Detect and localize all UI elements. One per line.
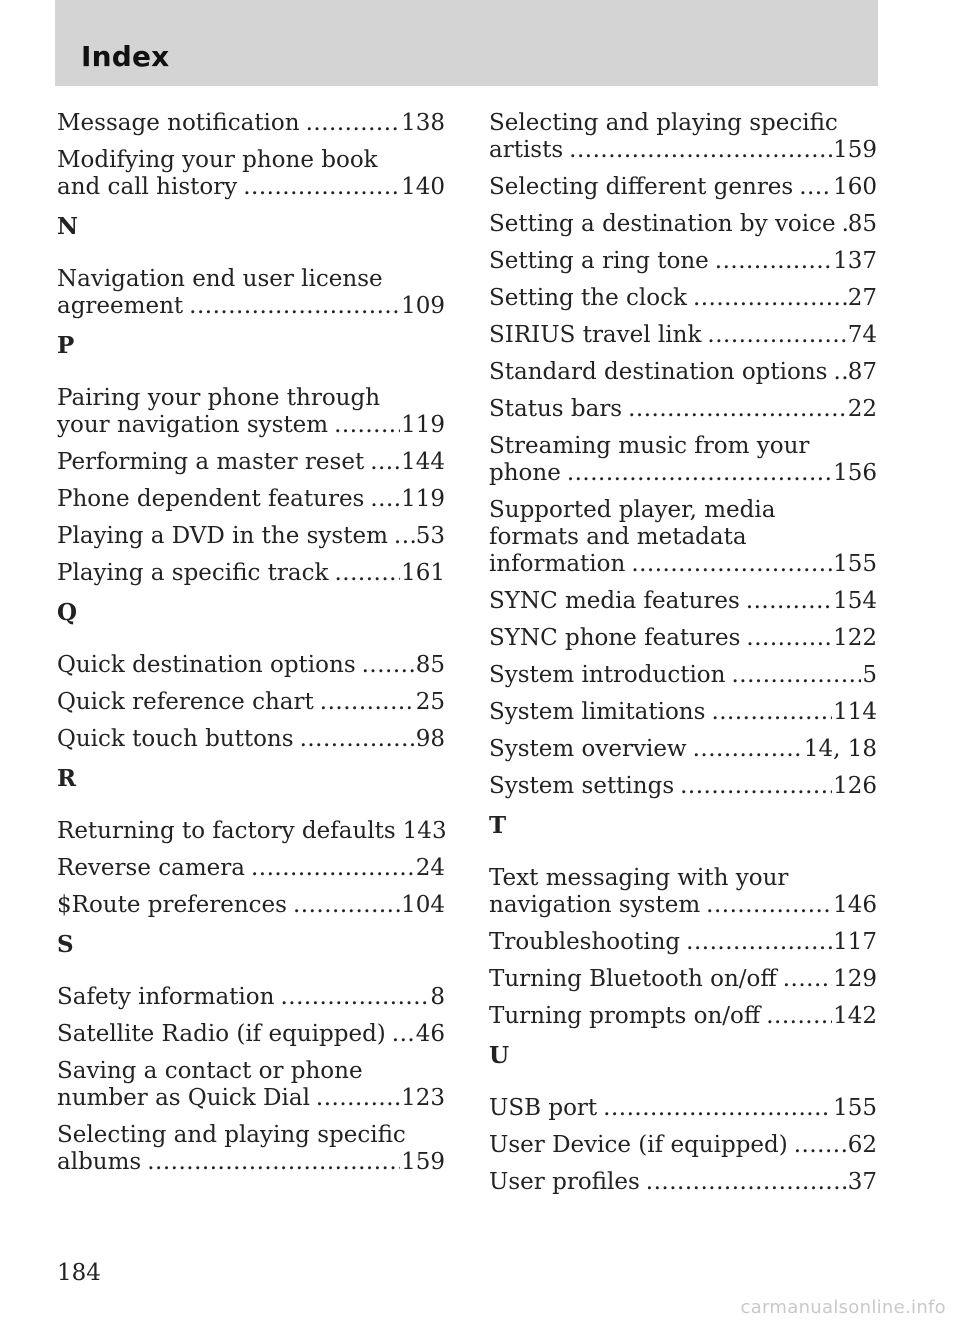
index-entry-page: 129: [833, 966, 877, 992]
index-entry-row: [489, 174, 877, 201]
dot-leader: [783, 966, 832, 993]
index-entry-text: Selecting and playing specific: [489, 110, 838, 136]
dot-leader: [603, 1095, 832, 1122]
index-entry-text: Standard destination options: [489, 359, 828, 385]
index-entry-page: 143: [402, 818, 447, 844]
index-entry-page: 27: [847, 285, 877, 311]
index-entry: [489, 773, 877, 800]
index-entry-text: Setting a ring tone: [489, 248, 709, 274]
index-entry-page: 156: [833, 460, 877, 486]
index-entry: [57, 385, 445, 439]
index-entry-text: Streaming music from your: [489, 433, 810, 459]
index-entry: [489, 1095, 877, 1122]
index-entry-text: Phone dependent features: [57, 486, 365, 512]
index-entry: [489, 174, 877, 201]
index-section-letter: U: [489, 1042, 510, 1069]
index-entry-text: artists: [489, 137, 564, 163]
index-entry-text: Selecting different genres: [489, 174, 794, 200]
dot-leader: [715, 248, 832, 275]
index-entry-row: [57, 1149, 445, 1176]
dot-leader: [746, 625, 832, 652]
dot-leader: [280, 984, 429, 1011]
index-section-letter: P: [57, 332, 75, 359]
index-entry-page: 159: [401, 1149, 445, 1175]
index-entry-text: Quick touch buttons: [57, 726, 294, 752]
index-entry-row: [57, 689, 445, 716]
header-bar: [55, 0, 878, 86]
index-entry-row: [57, 1021, 445, 1048]
index-entry-text: Setting a destination by voice: [489, 211, 836, 237]
index-entry-text: navigation system: [489, 892, 701, 918]
index-entry: [489, 929, 877, 956]
index-entry-page: 85: [847, 211, 877, 237]
index-entry-page: 46: [415, 1021, 445, 1047]
index-entry-text: USB port: [489, 1095, 598, 1121]
index-entry: [489, 322, 877, 349]
index-entry-row: [57, 449, 445, 476]
index-entry-page: 24: [415, 855, 445, 881]
index-entry: [489, 497, 877, 578]
index-entry-text: System limitations: [489, 699, 706, 725]
index-entry-text: Reverse camera: [57, 855, 245, 881]
index-entry-row: [489, 1095, 877, 1122]
dot-leader: [567, 460, 832, 487]
index-entry-row: [489, 699, 877, 726]
index-entry: [489, 865, 877, 919]
dot-leader: [394, 523, 415, 550]
index-entry: [57, 449, 445, 476]
index-entry-text: Setting the clock: [489, 285, 687, 311]
index-entry: [57, 560, 445, 587]
dot-leader: [646, 1169, 847, 1196]
index-entry-text: SIRIUS travel link: [489, 322, 702, 348]
index-entry-page: 37: [847, 1169, 877, 1195]
dot-leader: [711, 699, 832, 726]
index-entry: [57, 892, 445, 919]
index-entry-page: 98: [415, 726, 445, 752]
index-section-letter: S: [57, 931, 74, 958]
dot-leader: [731, 662, 861, 689]
index-entry-row: [489, 1169, 877, 1196]
dot-leader: [693, 285, 847, 312]
index-entry-row: [489, 625, 877, 652]
dot-leader: [392, 1021, 415, 1048]
index-entry-text: $Route preferences: [57, 892, 287, 918]
index-entry-row: [489, 929, 877, 956]
dot-leader: [631, 551, 832, 578]
index-entry: [489, 699, 877, 726]
index-entry-text: System introduction: [489, 662, 726, 688]
index-entry-text: User Device (if equipped): [489, 1132, 788, 1158]
dot-leader: [799, 174, 832, 201]
page-number: 184: [57, 1260, 101, 1286]
index-entry: [489, 1169, 877, 1196]
index-entry-text: Saving a contact or phone: [57, 1058, 363, 1084]
index-entry-row: [489, 551, 877, 578]
index-entry: [57, 1122, 445, 1176]
index-entry-text: Modifying your phone book: [57, 147, 378, 173]
index-entry-page: 137: [833, 248, 877, 274]
dot-leader: [680, 773, 832, 800]
index-entry-text: agreement: [57, 293, 184, 319]
index-entry-page: 74: [847, 322, 877, 348]
index-entry-text: Turning Bluetooth on/off: [489, 966, 777, 992]
index-entry: [489, 285, 877, 312]
dot-leader: [243, 174, 400, 201]
index-entry-text: and call history: [57, 174, 238, 200]
index-entry-text: System settings: [489, 773, 675, 799]
index-entry-row: [489, 773, 877, 800]
index-entry-row: [489, 460, 877, 487]
index-entry-page: 155: [833, 1095, 877, 1121]
index-entry-text: Text messaging with your: [489, 865, 789, 891]
index-entry-row: [489, 1132, 877, 1159]
index-entry: [489, 736, 877, 763]
index-entry-page: 154: [833, 588, 877, 614]
index-entry-row: [489, 285, 877, 312]
index-entry-row: [489, 396, 877, 423]
index-entry: [57, 147, 445, 201]
index-entry: [489, 966, 877, 993]
dot-leader: [293, 892, 400, 919]
index-section-letter: N: [57, 213, 79, 240]
index-column-right: [489, 110, 877, 1206]
index-entry-text: your navigation system: [57, 412, 329, 438]
index-entry-page: 123: [401, 1085, 445, 1111]
dot-leader: [316, 1085, 400, 1112]
page-title: Index: [81, 40, 170, 73]
index-entry-page: 155: [833, 551, 877, 577]
index-entry-page: 144: [401, 449, 445, 475]
index-entry: [489, 625, 877, 652]
index-entry-row: [57, 818, 445, 845]
dot-leader: [686, 929, 832, 956]
index-entry-page: 14, 18: [803, 736, 877, 762]
index-entry-text: Quick reference chart: [57, 689, 314, 715]
index-entry: [57, 486, 445, 513]
index-entry: [57, 266, 445, 320]
index-entry: [489, 662, 877, 689]
index-entry-row: [57, 652, 445, 679]
watermark: carmanualsonline.info: [740, 1297, 946, 1318]
index-column-left: [57, 110, 445, 1186]
index-entry: [489, 433, 877, 487]
dot-leader: [334, 560, 400, 587]
dot-leader: [362, 652, 415, 679]
index-entry-text: Playing a DVD in the system: [57, 523, 388, 549]
dot-leader: [189, 293, 400, 320]
dot-leader: [300, 726, 415, 753]
index-entry: [57, 523, 445, 550]
dot-leader: [706, 892, 832, 919]
index-entry-page: 22: [847, 396, 877, 422]
index-entry-text: Returning to factory defaults: [57, 818, 396, 844]
index-entry-page: 117: [833, 929, 877, 955]
index-entry-row: [57, 1085, 445, 1112]
index-entry: [57, 1021, 445, 1048]
index-entry-page: 142: [833, 1003, 877, 1029]
index-entry-row: [489, 248, 877, 275]
index-entry-text: information: [489, 551, 626, 577]
index-entry-page: 25: [415, 689, 445, 715]
index-section-letter: R: [57, 765, 77, 792]
dot-leader: [320, 689, 415, 716]
index-entry-text: System overview: [489, 736, 687, 762]
index-entry-page: 119: [401, 412, 445, 438]
dot-leader: [569, 137, 832, 164]
index-entry-text: User profiles: [489, 1169, 640, 1195]
index-entry-row: [489, 211, 877, 238]
index-entry-page: 104: [401, 892, 445, 918]
dot-leader: [370, 486, 400, 513]
index-entry-text: Navigation end user license: [57, 266, 383, 292]
index-entry: [57, 652, 445, 679]
index-entry-page: 161: [401, 560, 445, 586]
index-entry: [489, 359, 877, 386]
index-entry-text: Turning prompts on/off: [489, 1003, 761, 1029]
index-entry: [489, 588, 877, 615]
dot-leader: [842, 211, 847, 238]
index-entry: [489, 211, 877, 238]
index-entry-page: 109: [401, 293, 445, 319]
index-entry-page: 85: [415, 652, 445, 678]
index-entry-text: Status bars: [489, 396, 623, 422]
index-entry-text: Safety information: [57, 984, 275, 1010]
index-entry: [57, 689, 445, 716]
index-entry-page: 62: [847, 1132, 877, 1158]
dot-leader: [766, 1003, 832, 1030]
index-entry-row: [489, 1003, 877, 1030]
index-entry: [489, 396, 877, 423]
dot-leader: [794, 1132, 847, 1159]
index-entry-row: [57, 984, 445, 1011]
index-entry: [57, 1058, 445, 1112]
index-entry-text: number as Quick Dial: [57, 1085, 310, 1111]
index-entry: [57, 726, 445, 753]
index-entry-text: albums: [57, 1149, 142, 1175]
index-entry-row: [57, 110, 445, 137]
index-entry-text: Playing a specific track: [57, 560, 329, 586]
index-entry-page: 8: [430, 984, 445, 1010]
dot-leader: [370, 449, 400, 476]
index-entry-row: [489, 966, 877, 993]
index-entry-page: 114: [833, 699, 877, 725]
dot-leader: [306, 110, 401, 137]
index-section-letter: Q: [57, 599, 78, 626]
dot-leader: [251, 855, 415, 882]
dot-leader: [833, 359, 846, 386]
index-entry-page: 140: [401, 174, 445, 200]
index-entry: [57, 110, 445, 137]
index-entry-page: 159: [833, 137, 877, 163]
dot-leader: [628, 396, 847, 423]
index-entry-page: 5: [862, 662, 877, 688]
dot-leader: [707, 322, 846, 349]
index-entry-row: [489, 662, 877, 689]
index-entry-row: [57, 855, 445, 882]
index-entry-page: 87: [847, 359, 877, 385]
index-entry-text: Selecting and playing specific: [57, 1122, 406, 1148]
index-entry: [57, 855, 445, 882]
index-entry-row: [489, 322, 877, 349]
index-entry-row: [57, 486, 445, 513]
dot-leader: [746, 588, 832, 615]
index-entry-text: phone: [489, 460, 561, 486]
index-entry-page: 119: [401, 486, 445, 512]
index-entry: [489, 1003, 877, 1030]
index-entry-row: [489, 588, 877, 615]
index-entry-page: 146: [833, 892, 877, 918]
index-entry-row: [57, 293, 445, 320]
index-entry: [57, 818, 445, 845]
index-entry-text: Satellite Radio (if equipped): [57, 1021, 386, 1047]
index-entry-text: Supported player, media: [489, 497, 776, 523]
index-entry-text: Pairing your phone through: [57, 385, 381, 411]
index-entry-row: [57, 412, 445, 439]
index-entry-row: [57, 892, 445, 919]
index-entry-text: Message notification: [57, 110, 300, 136]
index-entry-page: 53: [415, 523, 445, 549]
index-entry-row: [57, 174, 445, 201]
dot-leader: [147, 1149, 400, 1176]
dot-leader: [693, 736, 803, 763]
dot-leader: [334, 412, 400, 439]
index-entry-text: SYNC phone features: [489, 625, 741, 651]
index-section-letter: T: [489, 812, 507, 839]
index-entry-row: [489, 137, 877, 164]
index-entry-text: SYNC media features: [489, 588, 740, 614]
index-entry-row: [57, 523, 445, 550]
index-entry: [489, 110, 877, 164]
index-entry-row: [57, 726, 445, 753]
index-entry-text: Quick destination options: [57, 652, 356, 678]
index-entry-text: formats and metadata: [489, 524, 747, 550]
index-entry: [489, 1132, 877, 1159]
index-entry-row: [489, 359, 877, 386]
index-entry-row: [57, 560, 445, 587]
index-entry: [489, 248, 877, 275]
index-entry-page: 122: [833, 625, 877, 651]
index-entry-row: [489, 892, 877, 919]
index-entry-row: [489, 736, 877, 763]
index-entry-page: 126: [833, 773, 877, 799]
index-entry-page: 138: [401, 110, 445, 136]
index-entry-text: Performing a master reset: [57, 449, 365, 475]
index-entry-text: Troubleshooting: [489, 929, 681, 955]
index-entry-page: 160: [833, 174, 877, 200]
index-entry: [57, 984, 445, 1011]
